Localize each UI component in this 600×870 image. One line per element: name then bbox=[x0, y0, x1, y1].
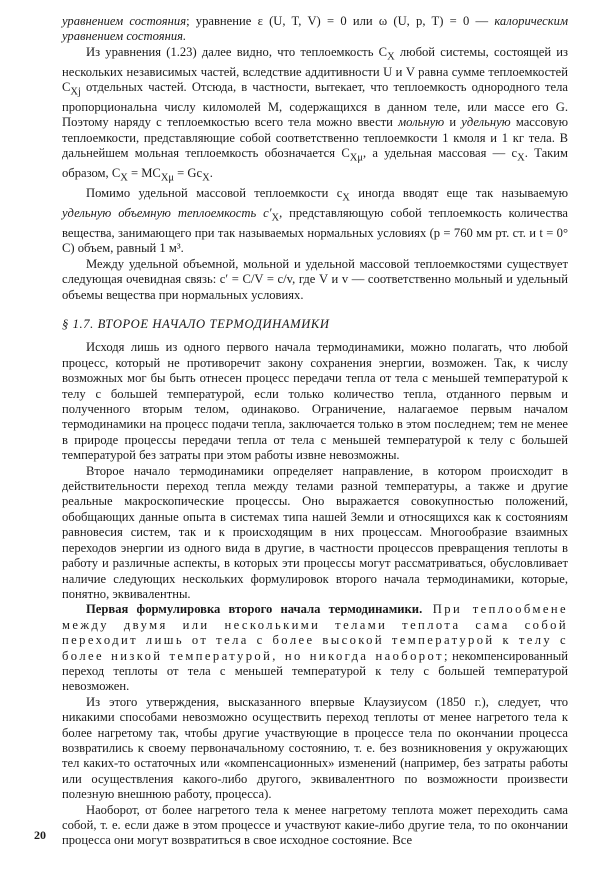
paragraph-clausius: Из этого утверждения, высказанного впервые Клаузиусом (1850 г.), следует, что никакими способами невозможно осуществить переход теплоты от менее нагретого тела к более нагретому так, чтобы другие участвующие в процессе тела по окончании процесса возвратились к своему первоначальному состоянию, т. е. без возникновения у окружающих тел каких-то остаточных или «компенсационных» изменений (например, без затраты работы или осуществления какого-либо другого, эквивалентного по возможности произвести полезную внешнюю работу, процесса). bbox=[62, 694, 568, 802]
formulation-spaced-text: При теплообмене между двумя или несколькими телами теплота сама собой переходит лишь от тела с более высокой температурой к телу с более низкой температурой, но никогда наоборот bbox=[62, 602, 568, 663]
paragraph-first-formulation: Первая формулировка второго начала термодинамики. При теплообмене между двумя или несколькими телами теплота сама собой переходит лишь от тела с более высокой температурой к телу с более низкой температурой, но никогда наоборот; некомпенсированный переход теплоты от тела с меньшей температурой к телу с большей температурой невозможен. bbox=[62, 602, 568, 694]
formulation-title: Первая формулировка второго начала термодинамики. bbox=[86, 602, 423, 617]
paragraph-relation: Между удельной объемной, мольной и удельной массовой теплоемкостями существует следующая очевидная связь: c′ = C/V = c/v, где V и v — соответственно мольный и удельный объемы вещества при нормальных условиях. bbox=[62, 256, 568, 302]
paragraph-heat-capacity: Из уравнения (1.23) далее видно, что теплоемкость $C_X$ любой системы, состоящей из нескольких независимых частей, вследствие аддитивности U и V равна сумме теплоемкостей $C_{Xj}$ отдельных частей. Отсюда, в частности, вытекает, что теплоемкость однородного тела пропорциональна числу киломолей M, содержащихся в данном теле, или массе его G. Поэтому наряду с теплоемкостью всего тела можно ввести мольную и удельную массовую теплоемкости, представляющие собой соответственно теплоемкости 1 кмоля и 1 кг тела. В дальнейшем мольная теплоемкость обозначается $C_{X\mu}$, а удельная массовая — $c_X$. Таким образом, $C_X = MC_{X\mu} = Gc_X$. bbox=[62, 44, 568, 184]
paragraph-continuation: уравнением состояния; уравнение ε (U, T, V) = 0 или ω (U, p, T) = 0 — калорическим уравнением состояния. bbox=[62, 14, 568, 44]
paragraph-volumetric-capacity: Помимо удельной массовой теплоемкости $c_X$ иногда вводят еще так называемую удельную объемную теплоемкость $c'_X$, представляющую собой теплоемкость количества вещества, занимающего при так называемых нормальных условиях (p = 760 мм рт. ст. и t = 0° C) объем, равный 1 м³. bbox=[62, 186, 569, 256]
page-number: 20 bbox=[34, 828, 46, 842]
page-body bbox=[62, 14, 568, 849]
paragraph-first-law-limit: Исходя лишь из одного первого начала термодинамики, можно полагать, что любой процесс, который не противоречит закону сохранения энергии, возможен. Так, к числу возможных мог бы быть отнесен процесс передачи тепла от тела с меньшей температурой к телу с большей температурой, если только количество тепла, отданного первым и полученного вторым телом, одинаково. Ограничение, налагаемое первым началом термодинамики на процесс подачи тепла, заключается только в этом последнем; тем не менее в природе процессы передачи тепла от тела с меньшей температурой к телу с большей температурой без затраты при этом работы извне невозможны. bbox=[62, 340, 568, 463]
paragraph-second-law-direction: Второе начало термодинамики определяет направление, в котором происходит в действительности переход тепла между телами разной температуры, а также и другие реальные макроскопические процессы. Оно выражается совокупностью положений, обобщающих данные опыта в системах типа нашей Земли и относящихся как к состояниям равновесия систем, так и к происходящим в них процессам. Многообразие взаимных переходов энергии из одного вида в другие, в частности процессов превращения теплоты в работу и различные аспекты, в которых эти процессы могут рассматриваться, обусловливает наличие следующих нескольких формулировок второго начала термодинамики, которые, понятно, эквивалентны. bbox=[62, 463, 568, 601]
section-heading: § 1.7. ВТОРОЕ НАЧАЛО ТЕРМОДИНАМИКИ bbox=[62, 317, 330, 331]
paragraph-reverse: Наоборот, от более нагретого тела к менее нагретому теплота может переходить сама собой, т. е. если даже в этом процессе и участвуют какие-либо другие тела, то по окончании процесса они могут возвратиться в свое исходное состояние. Все bbox=[62, 802, 568, 848]
